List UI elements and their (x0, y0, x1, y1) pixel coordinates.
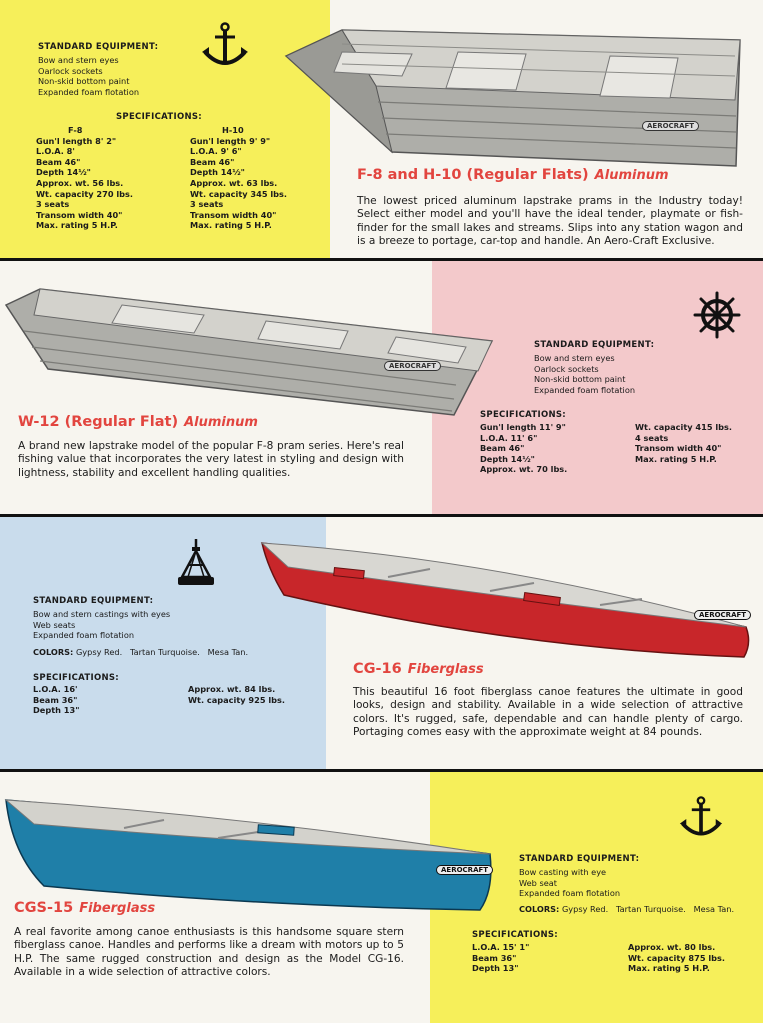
spec-item: 4 seats (635, 432, 669, 443)
equipment-item: Non-skid bottom paint (534, 374, 626, 385)
spec-item: Beam 36" (33, 694, 78, 705)
equipment-item: Expanded foam flotation (38, 86, 140, 97)
equipment-item: Expanded foam flotation (519, 888, 621, 899)
spec-item: Max. rating 5 H.P. (190, 220, 272, 231)
model-description: A real favorite among canoe enthusiasts is this handsome square stern fiberglass canoe. Handles and performs like a dream with motors up to 5 H.P. The same rugged construction and design as the Model CG-16. Available in a wide selection of attractive colors. (14, 926, 404, 979)
buoy-icon (176, 539, 216, 587)
spec-column-f8 (36, 125, 186, 231)
equipment-item: Bow and stern castings with eyes (33, 609, 171, 619)
spec-item: Gun'l length 8' 2" (36, 135, 117, 146)
standard-equipment-heading: STANDARD EQUIPMENT: (33, 596, 154, 606)
spec-column-heading: F-8 (68, 125, 83, 135)
spec-item: Transom width 40" (190, 209, 277, 220)
spec-item: Depth 13" (33, 705, 80, 716)
spec-item: Gun'l length 11' 9" (480, 422, 566, 432)
section-w12 (0, 261, 763, 514)
spec-item: Depth 14½" (480, 453, 535, 464)
spec-item: Wt. capacity 270 lbs. (36, 188, 134, 199)
spec-column-left (480, 422, 620, 475)
spec-item: Beam 36" (472, 952, 517, 963)
spec-item: Depth 14½" (36, 167, 91, 178)
spec-column-left (472, 942, 602, 974)
equipment-item: Bow casting with eye (519, 867, 607, 877)
spec-column-right (188, 684, 318, 705)
specifications-heading: SPECIFICATIONS: (33, 673, 120, 683)
specifications-heading: SPECIFICATIONS: (480, 410, 567, 420)
colors-value: Gypsy Red. Tartan Turquoise. Mesa Tan. (561, 904, 735, 914)
equipment-item: Bow and stern eyes (534, 353, 615, 363)
equipment-item: Expanded foam flotation (534, 384, 636, 395)
spec-item: Transom width 40" (36, 209, 123, 220)
model-material: Aluminum (594, 168, 669, 183)
equipment-item: Oarlock sockets (534, 363, 599, 374)
spec-item: Wt. capacity 875 lbs. (628, 952, 726, 963)
section-cgs15 (0, 772, 763, 1023)
colors-heading: COLORS: (33, 647, 74, 657)
standard-equipment-block (534, 340, 734, 395)
equipment-item: Expanded foam flotation (33, 630, 135, 641)
model-title (357, 167, 669, 183)
spec-item: Max. rating 5 H.P. (628, 963, 710, 974)
model-description: The lowest priced aluminum lapstrake prams in the Industry today! Select either model and you'll have the ideal tender, playmate or fish-finder for the small lakes and streams. Slips into any station wagon and is a breeze to portage, car-top and handle. An Aero-Craft Exclusive. (357, 195, 743, 248)
standard-equipment-heading: STANDARD EQUIPMENT: (38, 42, 159, 52)
standard-equipment-block (519, 854, 719, 899)
spec-item: 3 seats (36, 199, 70, 210)
spec-item: Wt. capacity 345 lbs. (190, 188, 288, 199)
spec-item: Depth 14½" (190, 167, 245, 178)
spec-item: Gun'l length 9' 9" (190, 135, 271, 146)
model-name: CGS-15 (14, 900, 74, 916)
model-material: Fiberglass (407, 662, 484, 677)
boat-image-f8-h10 (280, 26, 746, 172)
brand-badge: AEROCRAFT (384, 361, 441, 371)
spec-column-left (33, 684, 163, 716)
model-title (14, 900, 155, 916)
spec-item: L.O.A. 15' 1" (472, 942, 530, 952)
spec-item: Approx. wt. 70 lbs. (480, 464, 568, 475)
specifications-heading: SPECIFICATIONS: (472, 930, 559, 940)
spec-item: Depth 13" (472, 963, 519, 974)
spec-item: Wt. capacity 925 lbs. (188, 694, 286, 705)
model-name: W-12 (Regular Flat) (18, 414, 179, 430)
standard-equipment-block (33, 596, 233, 641)
model-name: F-8 and H-10 (Regular Flats) (357, 167, 589, 183)
boat-image-w12 (4, 285, 496, 419)
spec-item: Transom width 40" (635, 443, 722, 454)
spec-item: Approx. wt. 80 lbs. (628, 942, 716, 952)
spec-column-heading: H-10 (222, 125, 244, 135)
ship-wheel-icon (693, 291, 741, 339)
spec-item: L.O.A. 11' 6" (480, 432, 538, 443)
model-title (18, 414, 258, 430)
spec-column-right (635, 422, 755, 464)
spec-item: Max. rating 5 H.P. (635, 453, 717, 464)
equipment-item: Web seat (519, 877, 557, 888)
colors-value: Gypsy Red. Tartan Turquoise. Mesa Tan. (75, 647, 249, 657)
model-material: Aluminum (184, 415, 258, 430)
spec-item: Approx. wt. 56 lbs. (36, 177, 124, 188)
spec-column-right (628, 942, 758, 974)
spec-item: L.O.A. 8' (36, 146, 75, 157)
standard-equipment-block (38, 42, 208, 97)
model-name: CG-16 (353, 661, 402, 677)
equipment-item: Oarlock sockets (38, 65, 103, 76)
anchor-icon (678, 796, 724, 842)
spec-item: Max. rating 5 H.P. (36, 220, 118, 231)
model-material: Fiberglass (79, 901, 156, 916)
specifications-heading: SPECIFICATIONS: (116, 112, 203, 122)
spec-item: Approx. wt. 63 lbs. (190, 177, 278, 188)
section-f8-h10 (0, 0, 763, 258)
colors-line (519, 904, 759, 914)
spec-item: Beam 46" (36, 156, 81, 167)
standard-equipment-heading: STANDARD EQUIPMENT: (519, 854, 640, 864)
colors-heading: COLORS: (519, 904, 560, 914)
equipment-item: Bow and stern eyes (38, 55, 119, 65)
spec-item: Beam 46" (190, 156, 235, 167)
model-description: This beautiful 16 foot fiberglass canoe features the ultimate in good looks, design and stability. Available in a wide selection of attractive colors. It's rugged, safe, dependable and can handle plenty of cargo. Portaging comes easy with the approximate weight at 84 pounds. (353, 686, 743, 739)
spec-item: Approx. wt. 84 lbs. (188, 684, 276, 694)
canoe-image-cgs15 (4, 794, 496, 914)
spec-item: Wt. capacity 415 lbs. (635, 422, 733, 432)
spec-item: 3 seats (190, 199, 224, 210)
standard-equipment-heading: STANDARD EQUIPMENT: (534, 340, 655, 350)
equipment-item: Web seats (33, 619, 76, 630)
spec-item: L.O.A. 16' (33, 684, 78, 694)
section-cg16 (0, 517, 763, 769)
canoe-image-cg16 (258, 539, 752, 659)
model-description: A brand new lapstrake model of the popular F-8 pram series. Here's real fishing value that incorporates the very latest in styling and design with lightness, stability and excellent handling qualities. (18, 440, 404, 479)
brand-badge: AEROCRAFT (642, 121, 699, 131)
brand-badge: AEROCRAFT (436, 865, 493, 875)
spec-item: Beam 46" (480, 443, 525, 454)
spec-item: L.O.A. 9' 6" (190, 146, 242, 157)
model-title (353, 661, 484, 677)
brand-badge: AEROCRAFT (694, 610, 751, 620)
equipment-item: Non-skid bottom paint (38, 76, 130, 87)
